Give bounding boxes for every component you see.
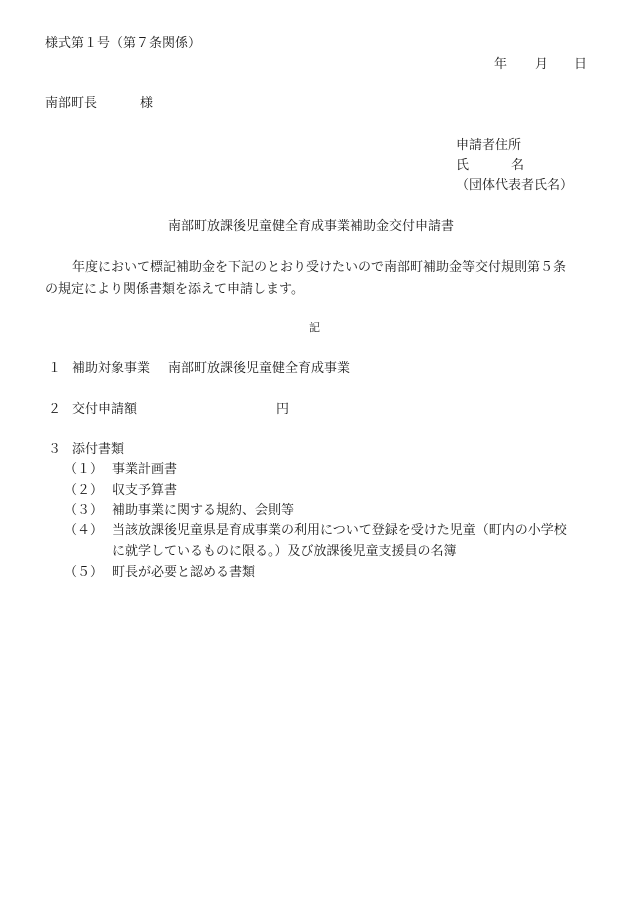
- date-year-label: 年: [494, 57, 508, 72]
- attachment-number: （３）: [64, 503, 104, 518]
- attachment-text: 収支予算書: [112, 483, 178, 498]
- applicant-name-label-first: 氏: [456, 158, 470, 173]
- date-day-label: 日: [574, 57, 588, 72]
- date-month-label: 月: [535, 57, 549, 72]
- attachment-text: 補助事業に関する規約、会則等: [112, 503, 295, 518]
- attachment-text: 事業計画書: [112, 462, 178, 477]
- item-number: ２: [48, 402, 62, 417]
- item-label: 添付書類: [72, 442, 125, 457]
- body-text-line-1: 年度において標記補助金を下記のとおり受けたいので南部町補助金等交付規則第５条: [72, 260, 567, 275]
- item-label: 補助対象事業: [72, 361, 151, 376]
- recipient-honorific: 様: [140, 96, 154, 111]
- form-number: 様式第１号（第７条関係）: [45, 36, 202, 51]
- body-text-line-2: の規定により関係書類を添えて申請します。: [45, 282, 304, 297]
- item-label: 交付申請額: [72, 402, 138, 417]
- recipient-name: 南部町長: [45, 96, 98, 111]
- attachment-text: 町長が必要と認める書類: [112, 565, 256, 580]
- document-title: 南部町放課後児童健全育成事業補助金交付申請書: [168, 219, 455, 234]
- attachment-number: （１）: [64, 462, 104, 477]
- applicant-address-label: 申請者住所: [456, 138, 522, 153]
- attachment-number: （４）: [64, 523, 104, 538]
- item-number: １: [48, 361, 62, 376]
- amount-yen-unit: 円: [276, 402, 290, 417]
- ki-heading: 記: [309, 321, 320, 334]
- applicant-group-label: （団体代表者氏名）: [456, 178, 574, 193]
- item-number: ３: [48, 442, 62, 457]
- applicant-name-label-second: 名: [511, 158, 525, 173]
- attachment-text: 当該放課後児童県是育成事業の利用について登録を受けた児童（町内の小学校: [112, 523, 567, 538]
- item-value: 南部町放課後児童健全育成事業: [168, 361, 351, 376]
- attachment-number: （５）: [64, 565, 104, 580]
- attachment-number: （２）: [64, 483, 104, 498]
- attachment-text-continued: に就学しているものに限る。）及び放課後児童支援員の名簿: [112, 544, 457, 559]
